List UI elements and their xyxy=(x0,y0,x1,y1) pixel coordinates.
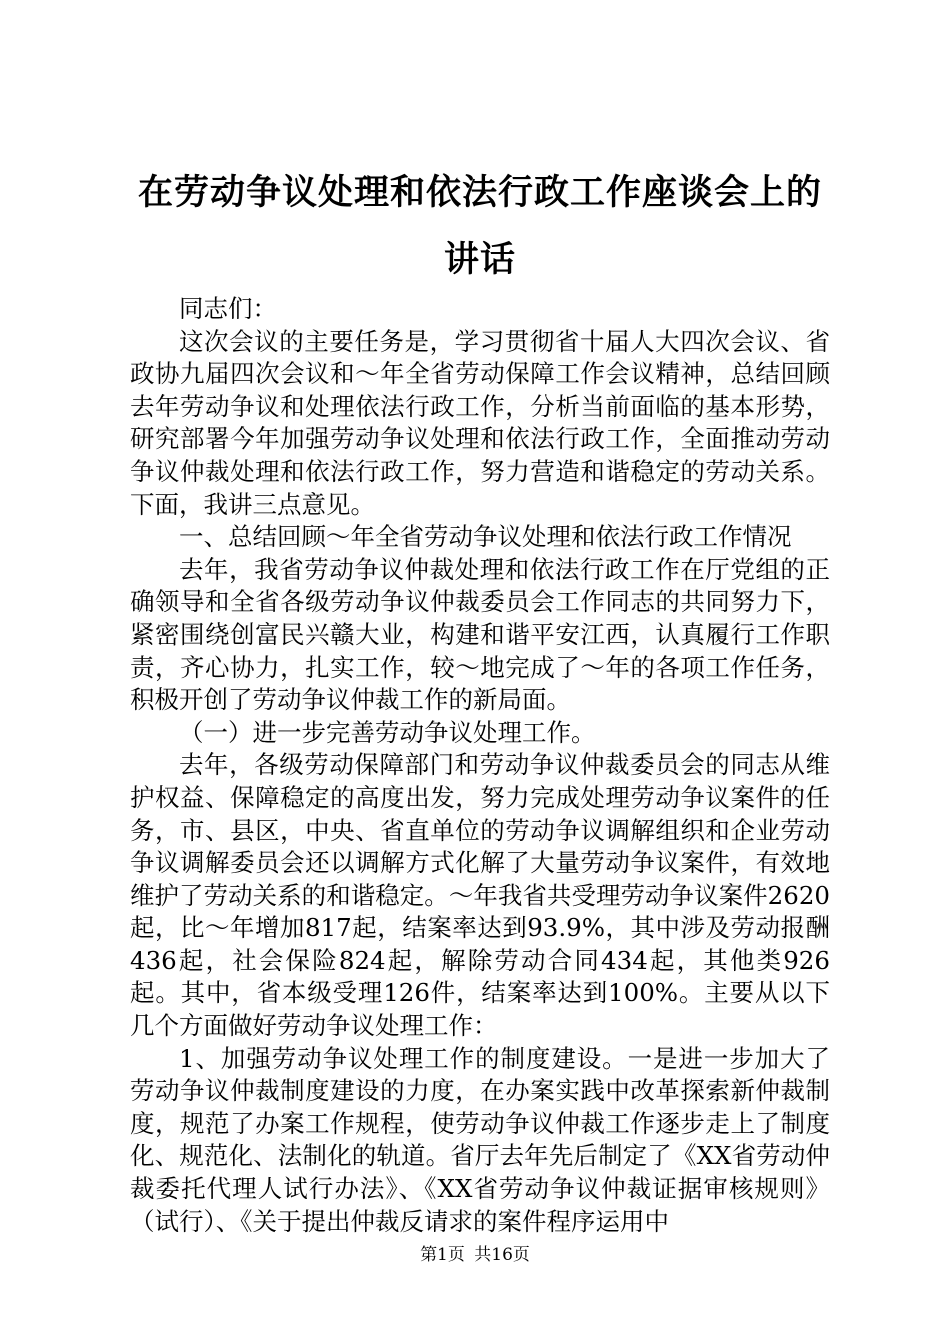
body-paragraph: 去年，各级劳动保障部门和劳动争议仲裁委员会的同志从维护权益、保障稳定的高度出发，努力完成处理劳动争议案件的任务，市、县区，中央、省直单位的劳动争议调解组织和企业劳动争议调解委员会还以调解方式化解了大量劳动争议案件，有效地维护了劳动关系的和谐稳定。～年我省共受理劳动争议案件2620起，比～年增加817起，结案率达到93.9%，其中涉及劳动报酬436起，社会保险824起，解除劳动合同434起，其他类926起。其中，省本级受理126件，结案率达到100%。主要从以下几个方面做好劳动争议处理工作： xyxy=(130,750,830,1041)
section-heading: 一、总结回顾～年全省劳动争议处理和依法行政工作情况 xyxy=(179,522,792,552)
document-body xyxy=(130,293,830,1238)
page-footer xyxy=(0,1243,950,1267)
salutation-paragraph: 同志们： xyxy=(179,294,277,323)
body-paragraph: 去年，我省劳动争议仲裁处理和依法行政工作在厅党组的正确领导和全省各级劳动争议仲裁委员会工作同志的共同努力下，紧密围绕创富民兴赣大业，构建和谐平安江西，认真履行工作职责，齐心协力，扎实工作，较～地完成了～年的各项工作任务，积极开创了劳动争议仲裁工作的新局面。 xyxy=(130,554,830,715)
body-paragraph: 这次会议的主要任务是，学习贯彻省十届人大四次会议、省政协九届四次会议和～年全省劳动保障工作会议精神，总结回顾去年劳动争议和处理依法行政工作，分析当前面临的基本形势，研究部署今年加强劳动争议处理和依法行政工作，全面推动劳动争议仲裁处理和依法行政工作，努力营造和谐稳定的劳动关系。下面，我讲三点意见。 xyxy=(130,326,830,519)
subsection-heading: （一）进一步完善劳动争议处理工作。 xyxy=(179,717,596,747)
document-title: 在劳动争议处理和依法行政工作座谈会上的讲话 xyxy=(137,173,822,280)
body-paragraph: 1、加强劳动争议处理工作的制度建设。一是进一步加大了劳动争议仲裁制度建设的力度，在办案实践中改革探索新仲裁制度，规范了办案工作规程，使劳动争议仲裁工作逐步走上了制度化、规范化、法制化的轨道。省厅去年先后制定了《XX省劳动仲裁委托代理人试行办法》、《XX省劳动争议仲裁证据审核规则》（试行）、《关于提出仲裁反请求的案件程序运用中 xyxy=(130,1043,830,1236)
page-number: 第1页 xyxy=(420,1245,465,1265)
page-total: 共16页 xyxy=(474,1245,530,1265)
